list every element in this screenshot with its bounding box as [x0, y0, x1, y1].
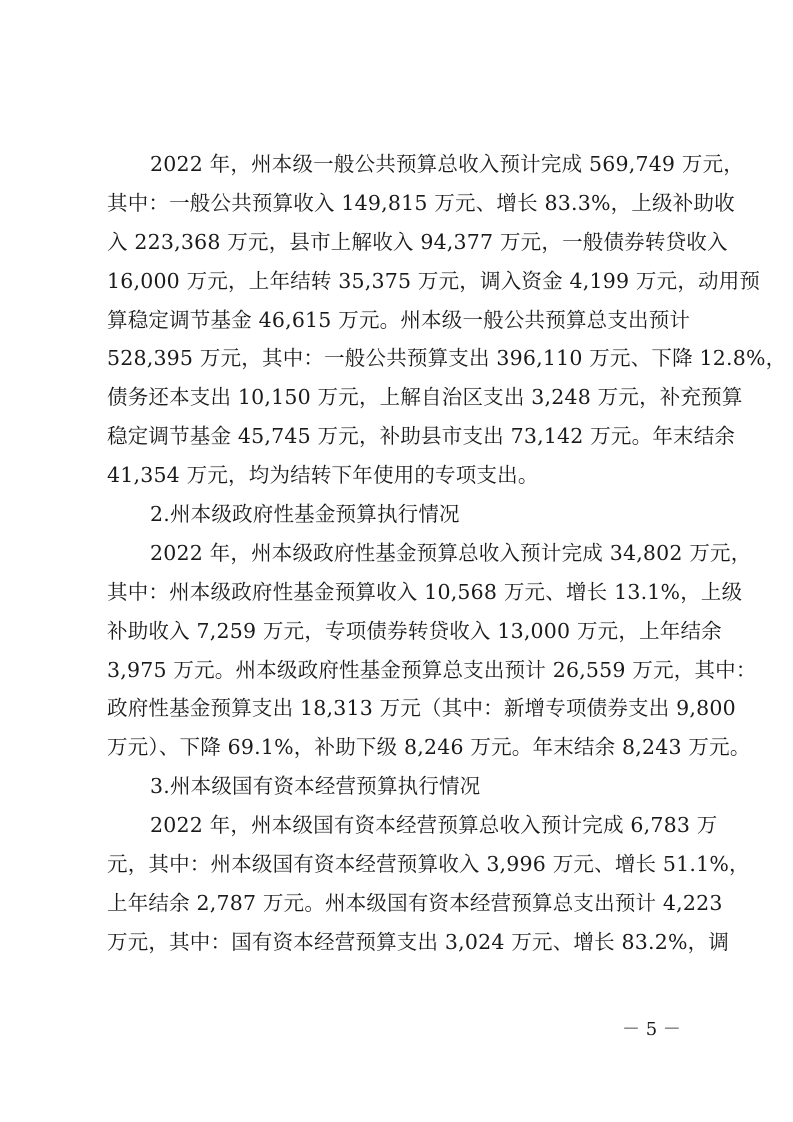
- paragraph-line: 补助收入 7,259 万元，专项债券转贷收入 13,000 万元，上年结余: [107, 618, 722, 643]
- paragraph-line: 41,354 万元，均为结转下年使用的专项支出。: [107, 463, 539, 488]
- paragraph-line: 政府性基金预算支出 18,313 万元（其中：新增专项债券支出 9,800: [107, 696, 736, 721]
- paragraph-line: 2022 年，州本级政府性基金预算总收入预计完成 34,802 万元，: [150, 540, 752, 565]
- paragraph-line: 2022 年，州本级国有资本经营预算总收入预计完成 6,783 万: [150, 813, 718, 838]
- paragraph-line: 528,395 万元，其中：一般公共预算支出 396,110 万元、下降 12.8%，: [107, 346, 787, 371]
- paragraph-line: 入 223,368 万元，县市上解收入 94,377 万元，一般债券转贷收入: [107, 229, 728, 254]
- paragraph-line: 债务还本支出 10,150 万元，上解自治区支出 3,248 万元，补充预算: [107, 385, 743, 410]
- paragraph-line: 万元，其中：国有资本经营预算支出 3,024 万元、增长 83.2%，调: [107, 929, 730, 954]
- paragraph-line: 稳定调节基金 45,745 万元，补助县市支出 73,142 万元。年末结余: [107, 424, 736, 449]
- paragraph-line: 2022 年，州本级一般公共预算总收入预计完成 569,749 万元，: [150, 152, 744, 176]
- paragraph-line: 万元）、下降 69.1%，补助下级 8,246 万元。年末结余 8,243 万元。: [107, 735, 751, 760]
- paragraph-line: 元，其中：州本级国有资本经营预算收入 3,996 万元、增长 51.1%，: [107, 852, 750, 877]
- paragraph-line: 上年结余 2,787 万元。州本级国有资本经营预算总支出预计 4,223: [107, 890, 723, 915]
- paragraph-line: 其中：一般公共预算收入 149,815 万元、增长 83.3%，上级补助收: [107, 190, 735, 215]
- section-heading: 3.州本级国有资本经营预算执行情况: [150, 774, 481, 799]
- body-text: [107, 145, 787, 962]
- paragraph-line: 算稳定调节基金 46,615 万元。州本级一般公共预算总支出预计: [107, 307, 691, 332]
- paragraph-line: 16,000 万元，上年结转 35,375 万元，调入资金 4,199 万元，动用预: [107, 268, 761, 293]
- paragraph-line: 3,975 万元。州本级政府性基金预算总支出预计 26,559 万元，其中：: [107, 657, 757, 682]
- section-heading: 2.州本级政府性基金预算执行情况: [150, 502, 460, 527]
- paragraph-line: 其中：州本级政府性基金预算收入 10,568 万元、增长 13.1%，上级: [107, 579, 743, 604]
- page-number: － 5 －: [622, 1019, 681, 1040]
